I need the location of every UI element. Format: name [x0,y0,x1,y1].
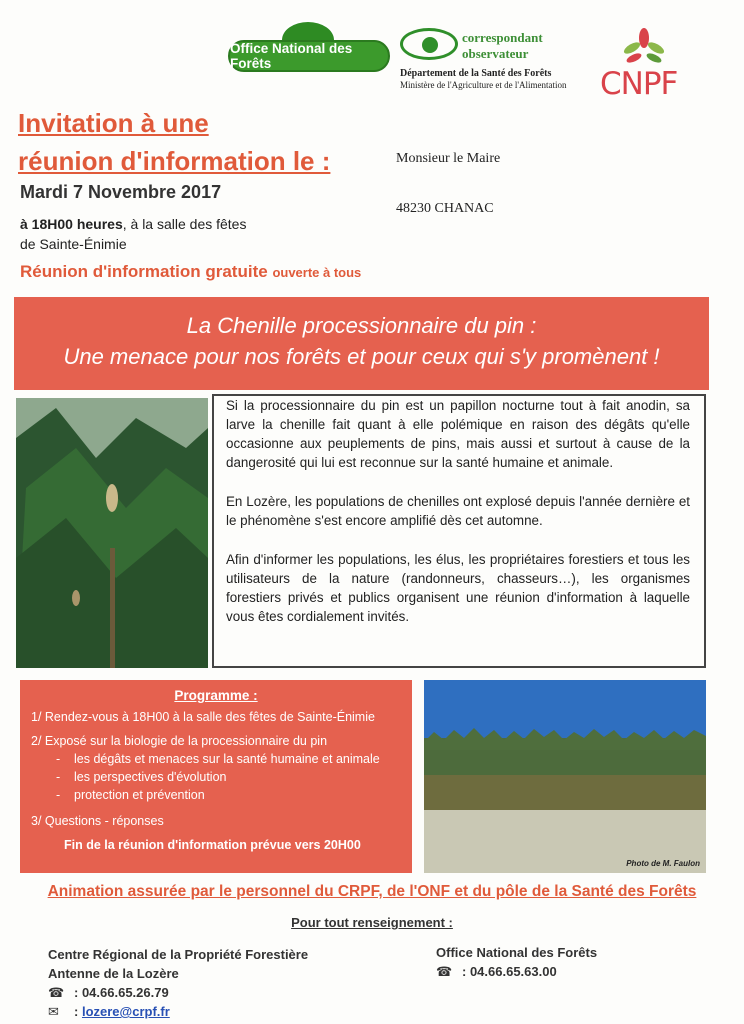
info-heading: Pour tout renseignement : [291,915,453,930]
photo-credit: Photo de M. Faulon [626,859,700,868]
free-meeting-line [20,262,361,282]
programme-subitem: - les dégâts et menaces sur la santé humaine et animale [56,752,380,766]
banner-line-2: Une menace pour nos forêts et pour ceux qui s'y promènent ! [63,344,660,369]
recipient-name: Monsieur le Maire [396,151,501,166]
event-time-rest: , à la salle des fêtes [122,216,247,232]
contact-crpf [48,945,308,1021]
pine-tree-photo [16,398,208,668]
crpf-antenna: Antenne de la Lozère [48,966,179,981]
dsf-correspondant: correspondant [462,30,543,45]
event-time: à 18H00 heures [20,216,123,232]
programme-item-1: 1/ Rendez-vous à 18H00 à la salle des fêtes de Sainte-Énimie [31,710,375,724]
onf-logo [228,20,390,76]
event-time-place [20,214,280,254]
description-box [212,394,706,668]
onf-name: Office National des Forêts [436,945,598,960]
animation-notice: Animation assurée par le personnel du CRPF, de l'ONF et du pôle de la Santé des Forêts [47,883,697,900]
cnpf-logo-text: CNPF [600,66,678,102]
pine-tree-image [16,398,208,668]
description-paragraph-3: Afin d'informer les populations, les élus, les propriétaires forestiers et tous les utilisateurs de la nature (randonneurs, chasseurs…), les organismes forestiers privés et publics organisent une réunion d'information à laquelle vous êtes cordialement invités. [226,552,690,624]
banner-line-1: La Chenille processionnaire du pin : [186,313,537,338]
programme-box [20,680,412,873]
dsf-observateur: observateur [462,46,529,61]
recipient-city: 48230 CHANAC [396,201,494,216]
event-place: de Sainte-Énimie [20,236,127,252]
title-line-1: Invitation à une [18,108,209,138]
envelope-icon: ✉ [48,1004,59,1019]
programme-subitem: - les perspectives d'évolution [56,770,227,784]
programme-item-2: 2/ Exposé sur la biologie de la processionnaire du pin [31,734,328,748]
invitation-title [18,104,330,180]
description-paragraph-2: En Lozère, les populations de chenilles ont explosé depuis l'année dernière et le phénomène s'est encore amplifié dès cet automne. [226,494,690,528]
title-line-2: réunion d'information le : [18,146,331,176]
forest-landscape-image [424,680,706,873]
onf-logo-text: Office National des Forêts [228,40,390,72]
programme-item-3: 3/ Questions - réponses [31,814,164,828]
dsf-ministry: Ministère de l'Agriculture et de l'Alimentation [400,80,567,90]
programme-subitem: - protection et prévention [56,788,205,802]
leaves-icon [622,28,666,66]
cnpf-logo [600,28,686,102]
event-date: Mardi 7 Novembre 2017 [20,182,222,202]
crpf-name: Centre Régional de la Propriété Forestière [48,947,309,962]
programme-title: Programme : [174,688,258,703]
crpf-email-link[interactable]: lozere@crpf.fr [81,1004,170,1019]
crpf-phone: : 04.66.65.26.79 [74,985,169,1000]
forest-landscape-photo [424,680,706,873]
crpf-email-row: ✉ : lozere@crpf.fr [48,1004,170,1019]
phone-icon: ☎ [48,985,65,1000]
description-paragraph-1: Si la processionnaire du pin est un papillon nocturne tout à fait anodin, sa larve la chenille fait quant à elle polémique en raison des dégâts qu'elle occasionne aux peuplements de pins, mais aussi et surtout à cause de la dangerosité qui lui est reconnue sur la santé humaine et animale. [226,398,690,470]
contact-onf [436,943,597,981]
crpf-phone-row [48,983,308,1002]
eye-pupil [422,37,438,53]
phone-icon: ☎ [436,964,453,979]
subject-banner [14,297,709,390]
free-meeting: Réunion d'information gratuite [20,262,268,281]
dsf-department: Département de la Santé des Forêts [400,68,552,79]
programme-end: Fin de la réunion d'information prévue vers 20H00 [64,838,361,852]
onf-phone-row [436,962,597,981]
dsf-logo [400,28,600,94]
open-to-all: ouverte à tous [272,265,362,280]
eye-icon [400,28,458,60]
onf-phone: : 04.66.65.63.00 [462,964,557,979]
